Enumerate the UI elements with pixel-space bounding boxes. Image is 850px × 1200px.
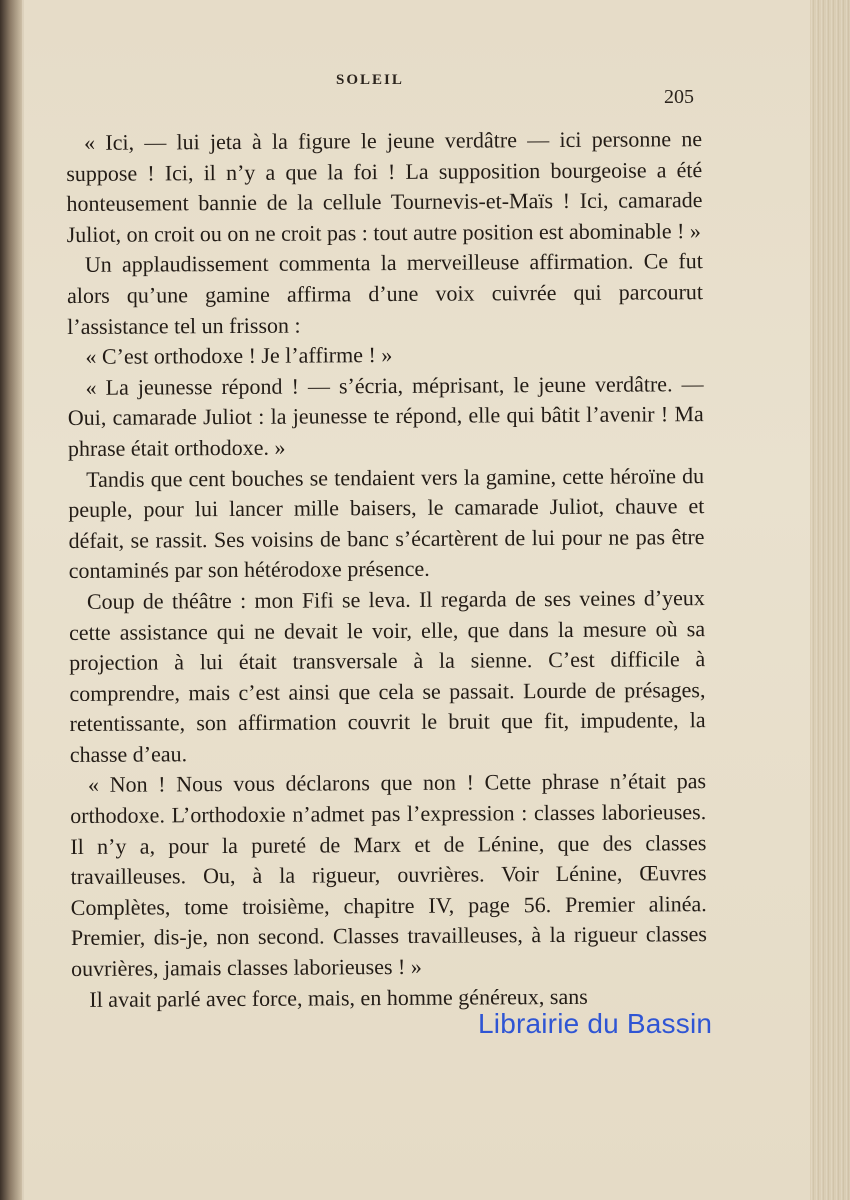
paragraph: « Non ! Nous vous déclarons que non ! Cette phrase n’était pas orthodoxe. L’orthodoxie n’admet pas l’expression : classes laborieuses. Il n’y a, pour la pureté de Marx et de Lénine, que des classes travailleuses. Ou, à la rigueur, ouvrières. Voir Lénine, Œuvres Complètes, tome troisième, chapitre IV, page 56. Premier alinéa. Premier, dis-je, non second. Classes travailleuses, à la rigueur classes ouvrières, jamais classes laborieuses ! » (70, 768, 708, 982)
left-page-edge (0, 0, 22, 1200)
paragraph: Coup de théâtre : mon Fifi se leva. Il regarda de ses veines d’yeux cette assistance qui ne devait le voir, elle, que dans la mesure où sa projection à lui était transversale à la sienne. C’est difficile à comprendre, mais c’est ainsi que cela se passait. Lourde de présages, retentissante, son affirmation couvrit le bruit que fit, impudente, la chasse d’eau. (69, 585, 706, 767)
paragraph: Il avait parlé avec force, mais, en homme généreux, sans (89, 983, 588, 1012)
paragraph: « La jeunesse répond ! — s’écria, méprisant, le jeune verdâtre. — Oui, camarade Juliot : la jeunesse te répond, elle qui bâtit l’avenir ! Ma phrase était orthodoxe. » (67, 370, 704, 461)
paragraph: Un applaudissement commenta la merveilleuse affirmation. Ce fut alors qu’une gamine affirma d’une voix cuivrée qui parcourut l’assistance tel un frisson : (66, 248, 704, 339)
running-head: SOLEIL (336, 72, 404, 88)
watermark: Librairie du Bassin (478, 1008, 713, 1039)
body-text (66, 124, 707, 1015)
paragraph: « Ici, — lui jeta à la figure le jeune verdâtre — ici personne ne suppose ! Ici, il n’y a que la foi ! La supposition bourgeoise a été honteusement bannie de la cellule Tournevis-et-Maïs ! Ici, camarade Juliot, on croit ou on ne croit pas : tout autre position est abominable ! » (66, 126, 703, 247)
page-fore-edge (810, 0, 850, 1200)
paragraph: Tandis que cent bouches se tendaient vers la gamine, cette héroïne du peuple, pour lui lancer mille baisers, le camarade Juliot, chauve et défait, se rassit. Ses voisins de banc s’écartèrent de lui pour ne pas être contaminés par son hétérodoxe présence. (68, 462, 705, 584)
page-number: 205 (664, 86, 694, 108)
paragraph: « C’est orthodoxe ! Je l’affirme ! » (85, 342, 393, 370)
